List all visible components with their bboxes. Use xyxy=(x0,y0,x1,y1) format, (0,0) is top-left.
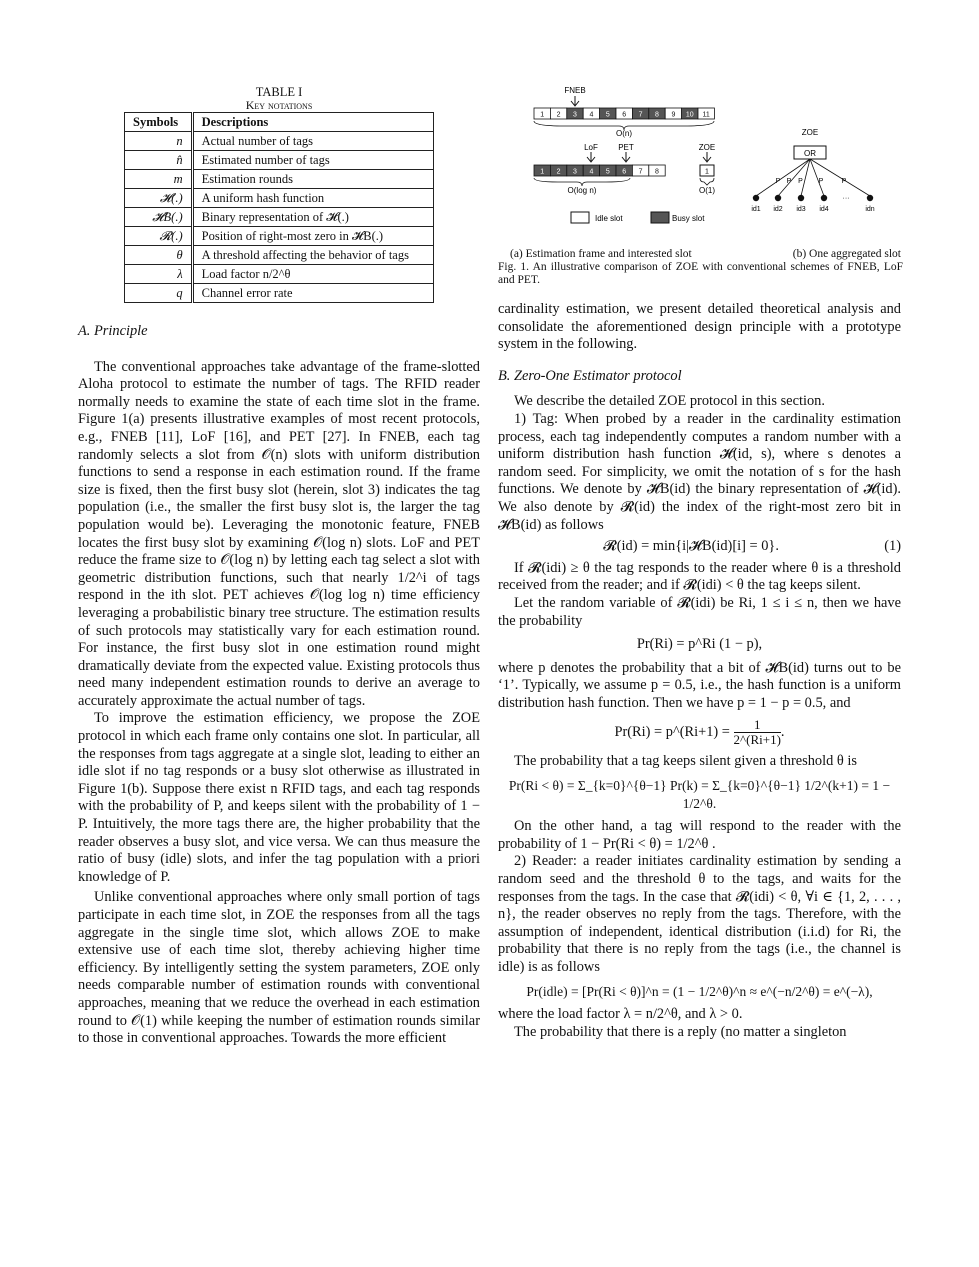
fneb-slot-number: 11 xyxy=(702,111,710,119)
right-paragraph-1: We describe the detailed ZOE protocol in this section. xyxy=(514,393,825,410)
left-paragraph-3: Unlike conventional approaches where only small portion of tags participate in each time slot, in ZOE the responses from all the tags aggregate in the single time slot, which allows ZOE to make extensive use of each time slot, thereby achieving higher time efficiency. By intelligently setting the system parameters, ZOE only needs comparable number of estimation rounds with conventional approaches, meaning that we reduce the overhead in each estimation round to 𝒪(1) while keeping the number of estimation rounds similar to those in conventional approaches. Towards the more efficient xyxy=(78,889,480,1047)
probability-label: P xyxy=(798,178,803,185)
equation-3: Pr(Ri) = p^(Ri+1) = $\frac{1}{2\^{}(Ri+1)}$ . xyxy=(614,717,785,748)
fneb-slot-number: 6 xyxy=(622,111,627,119)
lof-slot-number: 4 xyxy=(589,168,594,176)
tag-id-label: id1 xyxy=(751,206,761,213)
tag-node xyxy=(821,195,827,201)
equation-3-lhs: Pr(Ri) = p^(Ri+1) = xyxy=(614,724,730,741)
table-row xyxy=(125,151,434,170)
table-cell-symbol: q xyxy=(125,284,193,303)
tag-id-label: ··· xyxy=(842,195,850,202)
table-label: TABLE I xyxy=(255,85,303,99)
fneb-slot-number: 8 xyxy=(655,111,659,119)
on-label: O(n) xyxy=(616,129,632,138)
fneb-slot-number: 1 xyxy=(540,111,545,119)
subcaption-b: (b) One aggregated slot xyxy=(792,248,901,260)
lof-slot-number: 3 xyxy=(573,168,577,176)
right-paragraph-5: where p denotes the probability that a bit of 𝓗B(id) turns out to be ‘1’. Typically, we assume p = 0.5, i.e., the hash function is a uniform distribution hash function. Then we have p = 1 − p = 0.5, and xyxy=(498,659,901,711)
table-header-descriptions: Descriptions xyxy=(192,113,433,132)
zoe-slot-number: 1 xyxy=(705,168,709,176)
probability-label: P xyxy=(775,178,781,185)
fneb-label: FNEB xyxy=(564,86,586,95)
fneb-slot-number: 2 xyxy=(556,111,561,119)
table-row xyxy=(125,208,434,227)
fneb-slot-number: 9 xyxy=(671,111,676,119)
table-cell-description: Position of right-most zero in 𝓗B(.) xyxy=(192,227,433,246)
table-cell-description: A uniform hash function xyxy=(192,189,433,208)
tag-node xyxy=(867,195,873,201)
table-cell-symbol: θ xyxy=(125,246,193,265)
table-row xyxy=(125,227,434,246)
busy-slot-swatch xyxy=(651,212,669,223)
subcaption-a: (a) Estimation frame and interested slot xyxy=(510,248,692,260)
section-a-heading: A. Principle xyxy=(78,323,148,339)
right-paragraph-3: If 𝓡(idi) ≥ θ the tag responds to the reader where θ is a threshold received from the reader; and if 𝓡(idi) < θ the tag keeps silent. xyxy=(498,559,901,594)
right-paragraph-7: On the other hand, a tag will respond to the reader with the probability of 1 − Pr(Ri < θ) = 1/2^θ . xyxy=(498,818,901,852)
table-row xyxy=(125,189,434,208)
equation-2: Pr(Ri) = p^Ri (1 − p), xyxy=(636,636,763,653)
zoe-right-label: ZOE xyxy=(801,128,819,137)
lof-label: LoF xyxy=(584,143,598,152)
table-cell-description: A threshold affecting the behavior of tags xyxy=(192,246,433,265)
table-block xyxy=(124,85,434,303)
equation-3-numerator: 1 xyxy=(753,717,761,733)
table-cell-symbol: 𝓗B(.) xyxy=(125,208,193,227)
idle-slot-swatch xyxy=(571,212,589,223)
table-row xyxy=(125,284,434,303)
left-paragraph-2: To improve the estimation efficiency, we propose the ZOE protocol in which each frame only contains one slot. In particular, all the responses from tags aggregate at a single slot, leading to either an idle slot if no tag responds or a busy slot otherwise as illustrated in Figure 1(b). Suppose there exist n RFID tags, and each tag responds with the probability of P, and keeps silent with the probability of 1 − P. Intuitively, the more tags there are, the higher probability that the reader observes a busy slot, and vice versa. We can thus measure the ratio of busy (idle) slots, and infer the tag population with a priori knowledge of P. xyxy=(78,710,480,885)
table-cell-symbol: λ xyxy=(125,265,193,284)
right-paragraph-4: Let the random variable of 𝓡(idi) be Ri, 1 ≤ i ≤ n, then we have the probability xyxy=(498,594,901,629)
probability-label: P xyxy=(841,178,847,185)
equation-3-fraction xyxy=(734,718,781,747)
table-cell-description: Binary representation of 𝓗(.) xyxy=(192,208,433,227)
section-b-heading: B. Zero-One Estimator protocol xyxy=(498,367,682,384)
o1-label: O(1) xyxy=(699,186,715,195)
table-row xyxy=(125,265,434,284)
table-row xyxy=(125,170,434,189)
table-cell-symbol: 𝓗(.) xyxy=(125,189,193,208)
right-paragraph-10: The probability that there is a reply (no matter a singleton xyxy=(514,1023,847,1040)
right-paragraph-6: The probability that a tag keeps silent given a threshold θ is xyxy=(514,753,857,770)
left-paragraph-1: The conventional approaches take advantage of the frame-slotted Aloha protocol to estimate the number of tags. The RFID reader normally needs to examine the state of each time slot in the frame. Figure 1(a) presents illustrative examples of most recent protocols, e.g., FNEB [11], LoF [16], and PET [27]. In FNEB, each tag randomly selects a slot from 𝒪(n) slots with uniform distribution functions to send a response in each estimation round. If the frame size is fixed, then the first busy slot (herein, slot 3) indicates the tag population (i.e., the smaller the first busy slot is, the larger the tag population would be). Leveraging the monotonic feature, FNEB locates the first busy slot by examining 𝒪(log n) slots. LoF and PET reduce the frame size to 𝒪(log n) by letting each tag select a slot with geometric distribution functions, such that nearly 1/2^i of tags respond in the ith slot. PET achieves 𝒪(log log n) time efficiency leveraging a probabilistic binary tree structure. The estimation results of such protocols may statistically vary for each estimation round. For instance, the first busy slot in one estimation round might dramatically deviate from the expected value. Existing protocols thus need many independent estimation rounds to derive an average to accurately approximate the actual number of tags. xyxy=(78,358,480,709)
table-header-symbols: Symbols xyxy=(125,113,193,132)
equation-3-denominator: 2^(Ri+1) xyxy=(733,732,781,748)
equation-1-body: 𝓡(id) = min{i|𝓗B(id)[i] = 0}. xyxy=(603,538,779,555)
tag-id-label: id4 xyxy=(819,206,829,213)
right-paragraph-9: where the load factor λ = n/2^θ, and λ > 0. xyxy=(498,1006,743,1023)
or-label: OR xyxy=(804,149,816,158)
tag-node xyxy=(753,195,759,201)
figure-caption: Fig. 1. An illustrative comparison of ZOE with conventional schemes of FNEB, LoF and PET. xyxy=(498,261,903,286)
notation-table xyxy=(124,112,434,303)
table-cell-description: Channel error rate xyxy=(192,284,433,303)
lof-slot-number: 5 xyxy=(605,168,610,176)
left-column xyxy=(78,323,480,1048)
zoe-label: ZOE xyxy=(698,143,716,152)
ologn-label: O(log n) xyxy=(567,186,597,195)
equation-1 xyxy=(498,538,901,556)
table-cell-symbol: n xyxy=(125,132,193,151)
lof-slot-number: 2 xyxy=(556,168,561,176)
equation-1-number: (1) xyxy=(884,538,901,555)
table-row xyxy=(125,132,434,151)
idle-slot-label: Idle slot xyxy=(595,214,623,223)
figure-1 xyxy=(498,85,903,287)
table-cell-description: Actual number of tags xyxy=(192,132,433,151)
fneb-slot-number: 3 xyxy=(573,111,577,119)
tag-id-label: id3 xyxy=(796,206,806,213)
fneb-slot-number: 4 xyxy=(589,111,594,119)
fneb-slot-number: 5 xyxy=(605,111,610,119)
right-paragraph-0: cardinality estimation, we present detailed theoretical analysis and consolidate the aforementioned design principle with a prototype system in the following. xyxy=(498,301,901,353)
table-cell-symbol: n̂ xyxy=(125,151,193,170)
tag-id-label: id2 xyxy=(773,206,783,213)
lof-slot-number: 8 xyxy=(655,168,659,176)
table-cell-description: Estimated number of tags xyxy=(192,151,433,170)
right-paragraph-8: 2) Reader: a reader initiates cardinality estimation by sending a random seed and the threshold θ to the tags, and waits for the responses from the tags. In the case that 𝓡(idi) < θ, ∀i ∈ {1, 2, . . . , n}, the reader observes no reply from the tags. Therefore, with the assumption of independent, identical distribution (i.i.d) for Ri, the probability that there is no reply from the tags (i.e., the channel is idle) is as follows xyxy=(498,853,901,975)
tag-node xyxy=(775,195,781,201)
tag-node xyxy=(798,195,804,201)
lof-slot-number: 7 xyxy=(638,168,643,176)
probability-label: P xyxy=(818,178,824,185)
table-title: Key notations xyxy=(245,98,313,112)
equation-5: Pr(idle) = [Pr(Ri < θ)]^n = (1 − 1/2^θ)^n ≈ e^(−n/2^θ) = e^(−λ), xyxy=(526,983,873,999)
busy-slot-label: Busy slot xyxy=(672,214,705,223)
table-cell-description: Estimation rounds xyxy=(192,170,433,189)
right-paragraph-2: 1) Tag: When probed by a reader in the cardinality estimation process, each tag independently computes a random number with a uniform distribution hash function 𝓗(id, s), where s denotes a random seed. For simplicity, we omit the notation of s for the hash functions. We denote by 𝓗B(id) the binary representation of 𝓗(id). We also denote by 𝓡(id) the index of the right-most zero bit in 𝓗B(id) as follows xyxy=(498,410,901,533)
equation-4: Pr(Ri < θ) = Σ_{k=0}^{θ−1} Pr(k) = Σ_{k=0}^{θ−1} 1/2^(k+1) = 1 − 1/2^θ. xyxy=(508,778,891,811)
pet-label: PET xyxy=(618,143,634,152)
right-column xyxy=(498,301,901,1041)
table-cell-symbol: 𝓡(.) xyxy=(125,227,193,246)
lof-slot-number: 6 xyxy=(622,168,627,176)
table-cell-symbol: m xyxy=(125,170,193,189)
table-row xyxy=(125,246,434,265)
lof-slot-number: 1 xyxy=(540,168,545,176)
figure-1-diagram xyxy=(498,85,903,245)
table-cell-description: Load factor n/2^θ xyxy=(192,265,433,284)
probability-label: P xyxy=(786,178,792,185)
fneb-slot-number: 7 xyxy=(638,111,643,119)
fneb-slot-number: 10 xyxy=(685,111,694,119)
tag-id-label: idn xyxy=(865,206,875,213)
